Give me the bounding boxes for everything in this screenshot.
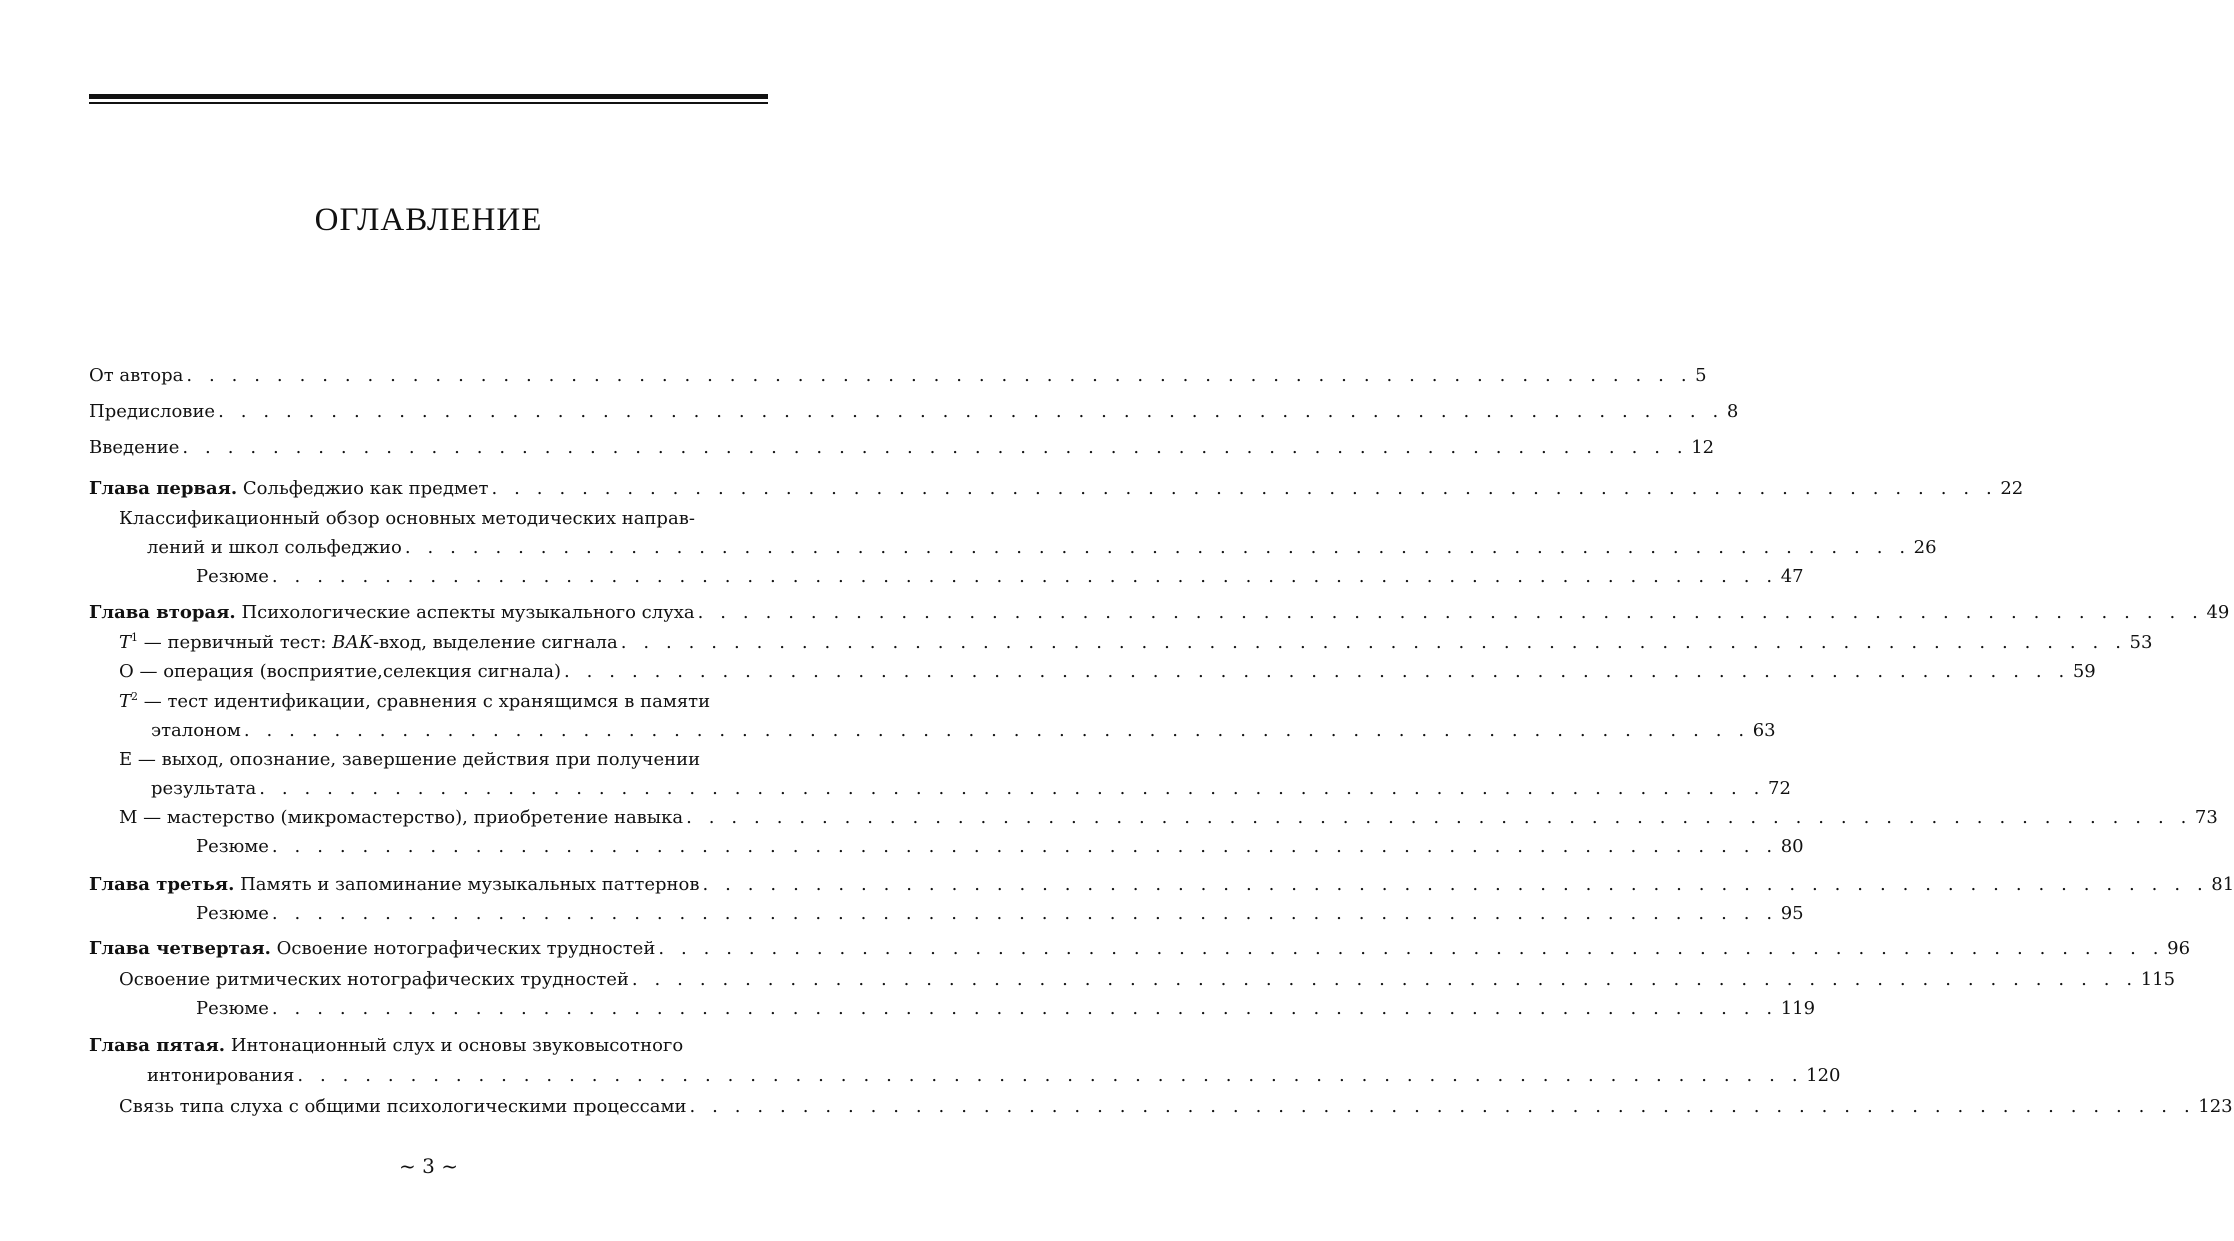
toc-leader-dots: . . . . . . . . . . . . . . . . . . . . . . . . . . . . . . . . . . . . . . . . . . . . . . . . . . . . . . . . . . . . . . . . . . . (491, 478, 1998, 499)
toc-entry-text: эталоном (151, 720, 241, 741)
toc-page-number: 115 (2140, 969, 2176, 990)
toc-entry-text: результата (151, 778, 257, 799)
toc-entry-ch2-summary[interactable] (196, 833, 1804, 861)
toc-leader-dots: . . . . . . . . . . . . . . . . . . . . . . . . . . . . . . . . . . . . . . . . . . . . . . . . . . . . . . . . . . . . . . . . . . . (702, 874, 2209, 895)
toc-leader-dots: . . . . . . . . . . . . . . . . . . . . . . . . . . . . . . . . . . . . . . . . . . . . . . . . . . . . . . . . . . . . . . . . . . . (243, 720, 1750, 741)
symbol-superscript: 2 (131, 690, 139, 703)
toc-page-number: 81 (2211, 874, 2234, 895)
toc-entry-text: Резюме (196, 566, 269, 587)
toc-leader-dots: . . . . . . . . . . . . . . . . . . . . . . . . . . . . . . . . . . . . . . . . . . . . . . . . . . . . . . . . . . . . . . . . . . . (658, 938, 2165, 959)
symbol-superscript: 1 (131, 631, 139, 644)
toc-page-number: 5 (1695, 365, 1707, 386)
toc-leader-dots: . . . . . . . . . . . . . . . . . . . . . . . . . . . . . . . . . . . . . . . . . . . . . . . . . . . . . . . . . . . . . . . . . . . (218, 401, 1724, 422)
toc-leader-dots: . . . . . . . . . . . . . . . . . . . . . . . . . . . . . . . . . . . . . . . . . . . . . . . . . . . . . . . . . . . . . . . . . . . (182, 437, 1689, 458)
toc-entry-text: Связь типа слуха с общими психологическими процессами (119, 1096, 687, 1117)
entry-italic-part: ВАК (332, 632, 373, 653)
toc-entry-predislovie[interactable] (89, 398, 1739, 426)
toc-entry-ch2-t2-line1 (119, 688, 768, 716)
toc-entry-text: О — операция (восприятие,селекция сигнала) (119, 661, 562, 682)
toc-entry-text: Освоение ритмических нотографических трудностей (119, 969, 629, 990)
toc-page-number: 119 (1780, 998, 1816, 1019)
toc-leader-dots: . . . . . . . . . . . . . . . . . . . . . . . . . . . . . . . . . . . . . . . . . . . . . . . . . . . . . . . . . . . . . . . . . . . (271, 836, 1778, 857)
chapter-title: Психологические аспекты музыкального слуха (241, 602, 695, 623)
toc-leader-dots: . . . . . . . . . . . . . . . . . . . . . . . . . . . . . . . . . . . . . . . . . . . . . . . . . . . . . . . . . . . . . . . . . . . (297, 1065, 1804, 1086)
toc-entry-text (89, 935, 655, 963)
chapter-title: Интонационный слух и основы звуковысотного (230, 1035, 684, 1056)
toc-page-number: 22 (2000, 478, 2024, 499)
entry-text-part-2: -вход, выделение сигнала (372, 632, 618, 653)
toc-entry-text: интонирования (147, 1065, 295, 1086)
toc-leader-dots: . . . . . . . . . . . . . . . . . . . . . . . . . . . . . . . . . . . . . . . . . . . . . . . . . . . . . . . . . . . . . . . . . . . (259, 778, 1765, 799)
toc-entry-chapter-5-line1 (89, 1032, 768, 1060)
toc-entry-chapter-3[interactable] (89, 871, 2234, 899)
toc-entry-text: М — мастерство (микромастерство), приобретение навыка (119, 807, 684, 828)
toc-entry-ch2-o[interactable] (119, 658, 2096, 686)
toc-leader-dots: . . . . . . . . . . . . . . . . . . . . . . . . . . . . . . . . . . . . . . . . . . . . . . . . . . . . . . . . . . . . . . . . . . . (620, 632, 2127, 653)
toc-leader-dots: . . . . . . . . . . . . . . . . . . . . . . . . . . . . . . . . . . . . . . . . . . . . . . . . . . . . . . . . . . . . . . . . . . . (697, 602, 2204, 623)
chapter-label: Глава четвертая. (89, 938, 271, 959)
toc-entry-ch1-section-line1: Классификационный обзор основных методических направ- (119, 508, 695, 529)
header-rule-thick (89, 94, 768, 99)
toc-leader-dots: . . . . . . . . . . . . . . . . . . . . . . . . . . . . . . . . . . . . . . . . . . . . . . . . . . . . . . . . . . . . . . . . . . . (271, 998, 1778, 1019)
toc-leader-dots: . . . . . . . . . . . . . . . . . . . . . . . . . . . . . . . . . . . . . . . . . . . . . . . . . . . . . . . . . . . . . . . . . . . (686, 807, 2192, 828)
header-rule-thin (89, 102, 768, 104)
toc-page-number: 47 (1780, 566, 1804, 587)
toc-entry-text: Резюме (196, 903, 269, 924)
toc-entry-ch2-e[interactable] (151, 775, 1791, 803)
chapter-title: Сольфеджио как предмет (242, 478, 489, 499)
toc-entry-ch4-summary[interactable] (196, 995, 1816, 1023)
toc-page-number: 96 (2167, 938, 2191, 959)
toc-entry-ch2-t1[interactable] (119, 629, 2153, 657)
toc-entry-text: Введение (89, 437, 180, 458)
symbol-letter: T (119, 691, 132, 712)
toc-page-number: 12 (1691, 437, 1715, 458)
toc-entry-text: Предисловие (89, 401, 216, 422)
toc-entry-ch2-m[interactable] (119, 804, 2218, 832)
toc-entry-ch1-section[interactable] (147, 534, 1937, 562)
toc-page-number: 8 (1726, 401, 1739, 422)
chapter-label: Глава первая. (89, 478, 238, 499)
toc-entry-text: Резюме (196, 998, 269, 1019)
toc-page-number: 26 (1913, 537, 1937, 558)
toc-entry-text: Резюме (196, 836, 269, 857)
entry-text-part: — первичный тест: (138, 632, 333, 653)
toc-page-number: 123 (2198, 1096, 2233, 1117)
toc-entry-text (89, 871, 700, 899)
toc-entry-ch4-section[interactable] (119, 966, 2176, 994)
toc-leader-dots: . . . . . . . . . . . . . . . . . . . . . . . . . . . . . . . . . . . . . . . . . . . . . . . . . . . . . . . . . . . . . . . . . . . (186, 365, 1693, 386)
toc-leader-dots: . . . . . . . . . . . . . . . . . . . . . . . . . . . . . . . . . . . . . . . . . . . . . . . . . . . . . . . . . . . . . . . . . . . (564, 661, 2070, 682)
toc-page-number: 53 (2129, 632, 2153, 653)
toc-entry-chapter-5[interactable] (147, 1062, 1841, 1090)
toc-page-number: 120 (1806, 1065, 1841, 1086)
toc-entry-text (89, 475, 489, 503)
chapter-label: Глава третья. (89, 874, 235, 895)
entry-text-part: — тест идентификации, сравнения с хранящимся в памяти (138, 691, 711, 712)
symbol-letter: T (119, 632, 132, 653)
chapter-title: Память и запоминание музыкальных паттернов (240, 874, 700, 895)
toc-entry-text (89, 599, 695, 627)
toc-page-number: 63 (1752, 720, 1776, 741)
toc-entry-chapter-4[interactable] (89, 935, 2191, 963)
toc-entry-chapter-2[interactable] (89, 599, 2230, 627)
toc-leader-dots: . . . . . . . . . . . . . . . . . . . . . . . . . . . . . . . . . . . . . . . . . . . . . . . . . . . . . . . . . . . . . . . . . . . (404, 537, 1911, 558)
toc-page-number: 95 (1780, 903, 1804, 924)
toc-entry-ch2-t2[interactable] (151, 717, 1776, 745)
chapter-label: Глава вторая. (89, 602, 236, 623)
chapter-title: Освоение нотографических трудностей (276, 938, 656, 959)
toc-leader-dots: . . . . . . . . . . . . . . . . . . . . . . . . . . . . . . . . . . . . . . . . . . . . . . . . . . . . . . . . . . . . . . . . . . . (271, 566, 1778, 587)
page-title: ОГЛАВЛЕНИЕ (314, 202, 543, 238)
toc-entry-ch1-summary[interactable] (196, 563, 1804, 591)
toc-entry-ch3-summary[interactable] (196, 900, 1804, 928)
toc-entry-text: лений и школ сольфеджио (147, 537, 402, 558)
toc-leader-dots: . . . . . . . . . . . . . . . . . . . . . . . . . . . . . . . . . . . . . . . . . . . . . . . . . . . . . . . . . . . . . . . . . . . (689, 1096, 2196, 1117)
toc-page-number: 72 (1768, 778, 1791, 799)
chapter-label: Глава пятая. (89, 1035, 226, 1056)
toc-page-number: 73 (2194, 807, 2218, 828)
toc-page-number: 59 (2072, 661, 2096, 682)
page-number: ~ 3 ~ (399, 1154, 458, 1178)
toc-entry-ot-avtora[interactable] (89, 362, 1707, 390)
toc-entry-chapter-1[interactable] (89, 475, 2024, 503)
toc-entry-ch5-section[interactable] (119, 1093, 2233, 1121)
toc-entry-text (119, 629, 618, 657)
toc-entry-ch2-e-line1: Е — выход, опознание, завершение действия при получении (119, 749, 701, 770)
toc-entry-text: От автора (89, 365, 184, 386)
toc-leader-dots: . . . . . . . . . . . . . . . . . . . . . . . . . . . . . . . . . . . . . . . . . . . . . . . . . . . . . . . . . . . . . . . . . . . (631, 969, 2138, 990)
toc-page-number: 80 (1780, 836, 1804, 857)
toc-leader-dots: . . . . . . . . . . . . . . . . . . . . . . . . . . . . . . . . . . . . . . . . . . . . . . . . . . . . . . . . . . . . . . . . . . . (271, 903, 1778, 924)
toc-entry-vvedenie[interactable] (89, 434, 1715, 462)
toc-page-number: 49 (2206, 602, 2230, 623)
